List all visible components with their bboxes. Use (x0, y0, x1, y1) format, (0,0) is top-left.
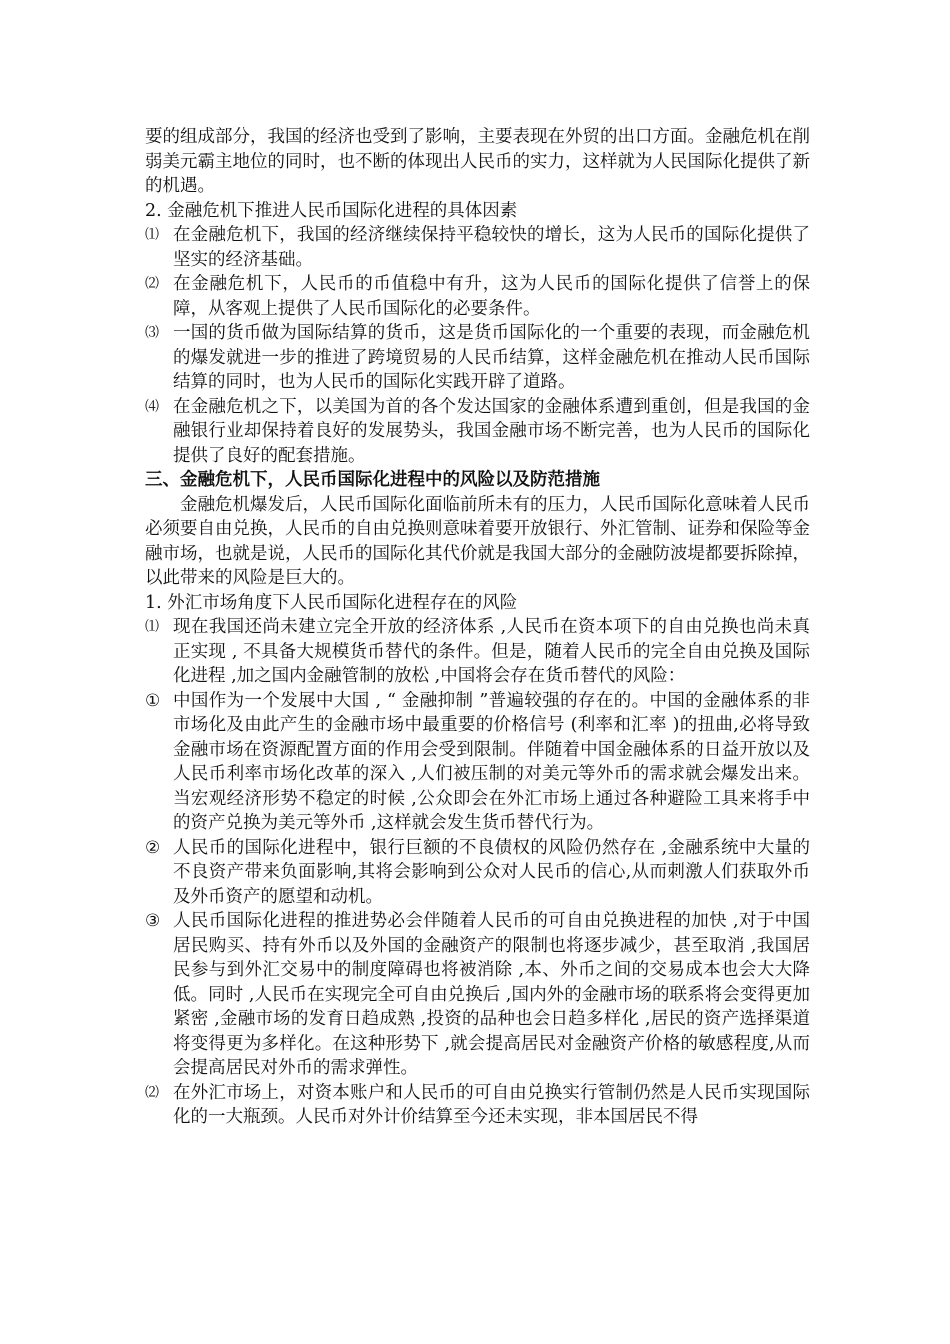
list-marker: ⑴ (145, 619, 159, 635)
list-item (145, 836, 810, 910)
list-marker: ③ (145, 911, 161, 931)
list-item (145, 223, 810, 272)
list-marker: ⑴ (145, 227, 159, 243)
document-body (145, 125, 810, 1130)
list-marker: ① (145, 690, 161, 711)
list-item-text: 在外汇市场上，对资本账户和人民币的可自由兑换实行管制仍然是人民币实现国际化的一大瓶颈。人民币对外计价结算至今还未实现，非本国居民不得 (173, 1082, 810, 1127)
list-item (145, 615, 810, 689)
list-item-text: 人民币的国际化进程中，银行巨额的不良债权的风险仍然存在 ,金融系统中大量的不良资产带来负面影响,其将会影响到公众对人民币的信心,从而刺激人们获取外币及外币资产的愿望和动机。 (173, 837, 810, 907)
list-item-text: 中国作为一个发展中大国 , “ 金融抑制 ”普遍较强的存在的。中国的金融体系的非市场化及由此产生的金融市场中最重要的价格信号 (利率和汇率 )的扭曲,必将导致金融市场在资源配置方面的作用会受到限制。伴随着中国金融体系的日益开放以及人民币利率市场化改革的深入 ,人们被压制的对美元等外币的需求就会爆发出来。当宏观经济形势不稳定的时候 ,公众即会在外汇市场上通过各种避险工具来将手中的资产兑换为美元等外币 ,这样就会发生货币替代行为。 (173, 690, 810, 833)
list-item (145, 272, 810, 321)
section3-heading: 三、金融危机下，人民币国际化进程中的风险以及防范措施 (145, 470, 600, 490)
list-item (145, 321, 810, 395)
list-item-text: 在金融危机下，我国的经济继续保持平稳较快的增长，这为人民币的国际化提供了坚实的经济基础。 (173, 225, 810, 270)
list-item-text: 人民币国际化进程的推进势必会伴随着人民币的可自由兑换进程的加快 ,对于中国居民购买、持有外币以及外国的金融资产的限制也将逐步减少，甚至取消 ,我国居民参与到外汇交易中的制度障碍也将被消除 ,本、外币之间的交易成本也会大大降低。同时 ,人民币在实现完全可自由兑换后 ,国内外的金融市场的联系将会变得更加紧密 ,金融市场的发育日趋成熟 ,投资的品种也会日趋多样化 ,居民的资产选择渠道将变得更为多样化。在这种形势下 ,就会提高居民对金融资产价格的敏感程度,从而会提高居民对外币的需求弹性。 (173, 911, 810, 1078)
list-marker: ⑷ (145, 398, 159, 415)
list-item-text: 在金融危机之下，以美国为首的各个发达国家的金融体系遭到重创，但是我国的金融银行业却保持着良好的发展势头，我国金融市场不断完善，也为人民币的国际化提供了良好的配套措施。 (173, 396, 810, 466)
list-item (145, 1081, 810, 1130)
list-marker: ② (145, 837, 161, 858)
section3-paragraph: 金融危机爆发后，人民币国际化面临前所未有的压力，人民币国际化意味着人民币必须要自由兑换，人民币的自由兑换则意味着要开放银行、外汇管制、证券和保险等金融市场，也就是说，人民币的国际化其代价就是我国大部分的金融防波堤都要拆除掉，以此带来的风险是巨大的。 (145, 494, 810, 588)
list-marker: ⑶ (145, 325, 159, 341)
list-item-text: 现在我国还尚未建立完全开放的经济体系 ,人民币在资本项下的自由兑换也尚未真正实现 , 不具备大规模货币替代的条件。但是，随着人民币的完全自由兑换及国际化进程 ,加之国内金融管制的放松 ,中国将会存在货币替代的风险： (173, 617, 810, 686)
subsection1-title: 1. 外汇市场角度下人民币国际化进程存在的风险 (145, 592, 518, 613)
list-item (145, 689, 810, 836)
list-item-text: 在金融危机下，人民币的币值稳中有升，这为人民币的国际化提供了信誉上的保障，从客观上提供了人民币国际化的必要条件。 (173, 274, 810, 319)
list-marker: ⑵ (145, 1084, 159, 1101)
list-item-text: 一国的货币做为国际结算的货币，这是货币国际化的一个重要的表现，而金融危机的爆发就进一步的推进了跨境贸易的人民币结算，这样金融危机在推动人民币国际结算的同时，也为人民币的国际化实践开辟了道路。 (173, 323, 810, 392)
intro-paragraph: 要的组成部分，我国的经济也受到了影响，主要表现在外贸的出口方面。金融危机在削弱美元霸主地位的同时，也不断的体现出人民币的实力，这样就为人民国际化提供了新的机遇。 (145, 127, 810, 196)
list-item (145, 909, 810, 1081)
section2-title: 2. 金融危机下推进人民币国际化进程的具体因素 (145, 200, 518, 221)
list-marker: ⑵ (145, 276, 159, 292)
list-item (145, 395, 810, 469)
